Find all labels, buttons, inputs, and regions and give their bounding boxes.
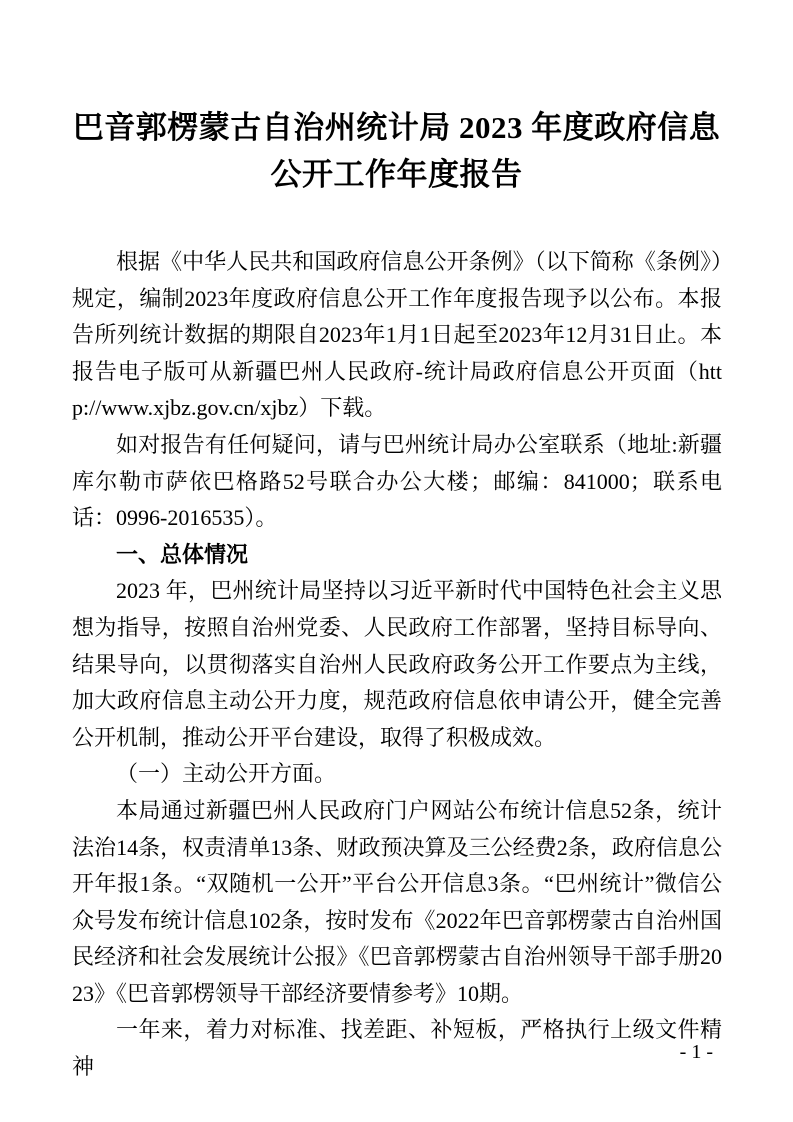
paragraph-contact-info: 如对报告有任何疑问，请与巴州统计局办公室联系（地址:新疆库尔勒市萨依巴格路52号联合办公大楼；邮编：841000；联系电话：0996-2016535）。 [72, 431, 722, 531]
subsection-heading-proactive-disclosure: （一）主动公开方面。 [116, 761, 337, 787]
page-number: - 1 - [679, 1041, 713, 1063]
paragraph-proactive-disclosure-details: 本局通过新疆巴州人民政府门户网站公布统计信息52条，统计法治14条，权责清单13条、财政预决算及三公经费2条，政府信息公开年报1条。“双随机一公开”平台公开信息3条。“巴州统计”微信公众号发布统计信息102条，按时发布《2022年巴音郭楞蒙古自治州国民经济和社会发展统计公报》《巴音郭楞蒙古自治州领导干部手册2023》《巴音郭楞领导干部经济要情参考》10期。 [72, 797, 722, 1006]
paragraph-benchmarking: 一年来，着力对标准、找差距、补短板，严格执行上级文件精神 [72, 1017, 722, 1080]
section-heading-overall-situation: 一、总体情况 [116, 541, 249, 567]
document-title: 巴音郭楞蒙古自治州统计局 2023 年度政府信息公开工作年度报告 [72, 110, 721, 192]
document-body [72, 244, 722, 1086]
paragraph-overall-summary: 2023 年，巴州统计局坚持以习近平新时代中国特色社会主义思想为指导，按照自治州党委、人民政府工作部署，坚持目标导向、结果导向，以贯彻落实自治州人民政府政务公开工作要点为主线，加大政府信息主动公开力度，规范政府信息依申请公开，健全完善公开机制，推动公开平台建设，取得了积极成效。 [72, 578, 722, 750]
paragraph-report-basis: 根据《中华人民共和国政府信息公开条例》（以下简称《条例》）规定，编制2023年度政府信息公开工作年度报告现予以公布。本报告所列统计数据的期限自2023年1月1日起至2023年12月31日止。本报告电子版可从新疆巴州人民政府-统计局政府信息公开页面（http://www.xjbz.gov.cn/xjbz）下载。 [72, 249, 722, 421]
